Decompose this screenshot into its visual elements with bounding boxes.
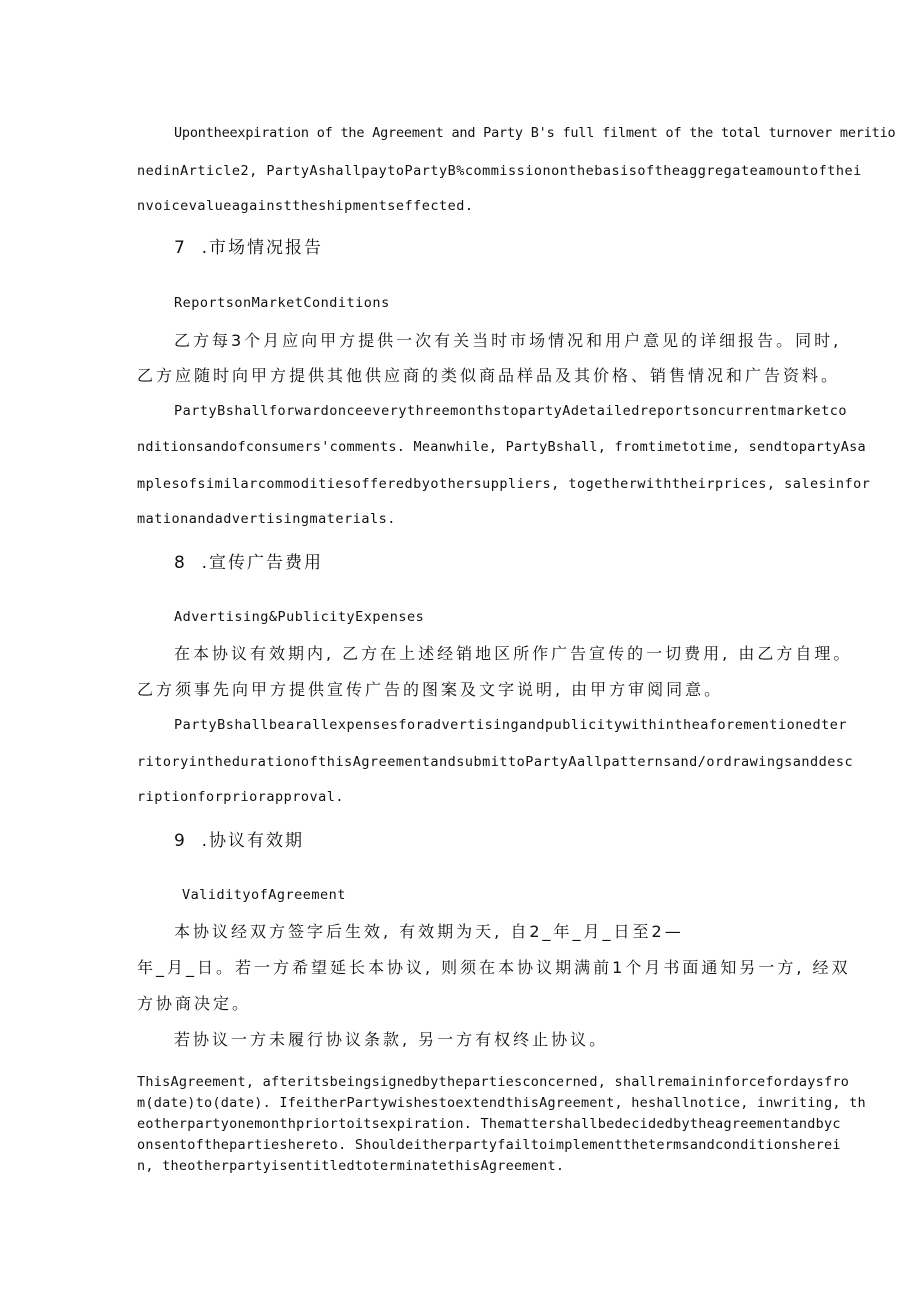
section-8-heading: 8 .宣传广告费用 <box>174 553 324 573</box>
section-8-english-line-1: PartyBshallbearallexpensesforadvertisingandpublicitywithintheaforementionedter <box>174 717 847 733</box>
section-7-chinese-line-1: 乙方每3个月应向甲方提供一次有关当时市场情况和用户意见的详细报告。同时, <box>174 331 842 350</box>
section-9-english-line-4: onsentofthepartieshereto. Shouldeitherpartyfailtoimplementthetermsandconditionsherei <box>137 1137 841 1153</box>
section-9-chinese-line-2: 年_月_日。若一方希望延长本协议, 则须在本协议期满前1个月书面通知另一方, 经双 <box>137 958 851 977</box>
section-7-english-line-1: PartyBshallforwardonceeverythreemonthstopartyAdetailedreportsoncurrentmarketco <box>174 403 847 419</box>
section-9-chinese-line-4: 若协议一方未履行协议条款, 另一方有权终止协议。 <box>174 1030 609 1049</box>
commission-clause-line-3: nvoicevalueagainsttheshipmentseffected. <box>137 198 474 214</box>
section-9-heading: 9 .协议有效期 <box>174 831 305 851</box>
section-9-english-line-3: eotherpartyonemonthpriortoitsexpiration. Themattershallbedecidedbytheagreementandbyc <box>137 1116 841 1132</box>
section-8-chinese-line-2: 乙方须事先向甲方提供宣传广告的图案及文字说明, 由甲方审阅同意。 <box>137 680 724 699</box>
section-8-chinese-line-1: 在本协议有效期内, 乙方在上述经销地区所作广告宣传的一切费用, 由乙方自理。 <box>174 644 853 663</box>
section-7-english-title: ReportsonMarketConditions <box>174 295 390 311</box>
section-7-english-line-3: mplesofsimilarcommoditiesofferedbyothersuppliers, togetherwiththeirprices, salesinfor <box>137 476 871 492</box>
section-9-english-title: ValidityofAgreement <box>182 887 346 903</box>
commission-clause-line-2: nedinArticle2, PartyAshallpaytoPartyB%commissiononthebasisoftheaggregateamountofthei <box>137 163 862 179</box>
section-8-english-title: Advertising&PublicityExpenses <box>174 609 425 625</box>
section-9-chinese-line-3: 方协商决定。 <box>137 994 252 1013</box>
commission-clause-line-1: Upontheexpiration of the Agreement and Party B's full filment of the total turnover meritio <box>174 125 896 141</box>
section-7-chinese-line-2: 乙方应随时向甲方提供其他供应商的类似商品样品及其价格、销售情况和广告资料。 <box>137 366 841 385</box>
section-7-heading: 7 .市场情况报告 <box>174 238 324 258</box>
section-9-english-line-1: ThisAgreement, afteritsbeingsignedbythepartiesconcerned, shallremaininforcefordaysfro <box>137 1074 850 1090</box>
section-9-english-line-5: n, theotherpartyisentitledtoterminatethisAgreement. <box>137 1158 565 1174</box>
section-9-english-line-2: m(date)to(date). IfeitherPartywishestoextendthisAgreement, heshallnotice, inwriting, th <box>137 1095 866 1111</box>
section-7-english-line-2: nditionsandofconsumers'comments. Meanwhile, PartyBshall, fromtimetotime, sendtopartyAsa <box>137 439 866 455</box>
section-8-english-line-3: riptionforpriorapproval. <box>137 789 345 805</box>
section-8-english-line-2: ritoryinthedurationofthisAgreementandsubmittoPartyAallpatternsand/ordrawingsanddesc <box>137 754 854 770</box>
section-7-english-line-4: mationandadvertisingmaterials. <box>137 511 396 527</box>
section-9-chinese-line-1: 本协议经双方签字后生效, 有效期为天, 自2_年_月_日至2— <box>174 922 684 941</box>
